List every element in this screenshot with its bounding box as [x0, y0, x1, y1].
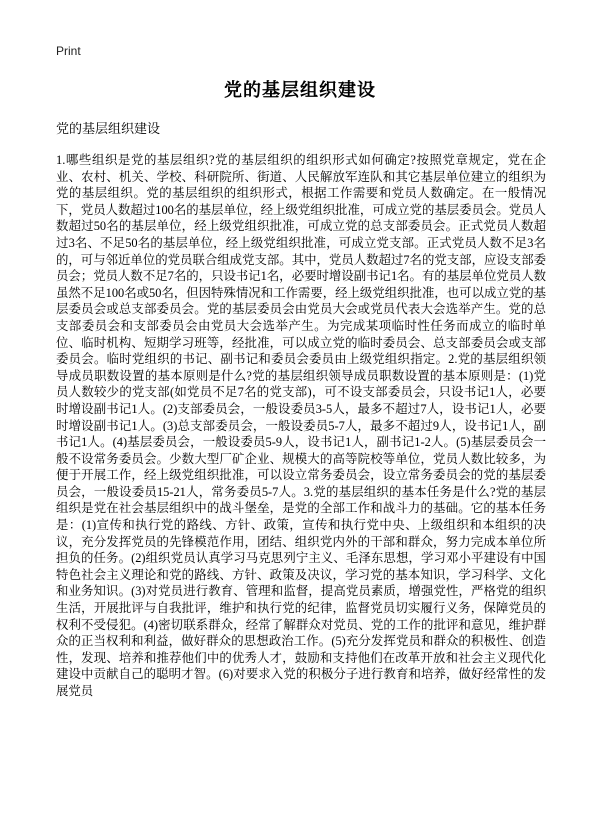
article-title: 党的基层组织建设: [224, 80, 376, 100]
print-link[interactable]: Print: [56, 44, 81, 58]
article-subtitle: 党的基层组织建设: [56, 121, 161, 136]
article-body: 1.哪些组织是党的基层组织?党的基层组织的组织形式如何确定?按照党章规定，党在企业、农村、机关、学校、科研院所、街道、人民解放军连队和其它基层单位建立的组织为党的基层组织。党的基层组织的组织形式，根据工作需要和党员人数确定。在一般情况下，党员人数超过100名的基层单位，经上级党组织批准，可成立党的基层委员会。党员人数超过50名的基层单位，经上级党组织批准，可成立党的总支部委员会。正式党员人数超过3名、不足50名的基层单位，经上级党组织批准，可成立党支部。正式党员人数不足3名的，可与邻近单位的党员联合组成党支部。其中，党员人数超过7名的党支部，应设支部委员会；党员人数不足7名的，只设书记1名，必要时增设副书记1名。有的基层单位党员人数虽然不足100名或50名，但因特殊情况和工作需要，经上级党组织批准，也可以成立党的基层委员会或总支部委员会。党的基层委员会由党员大会或党员代表大会选举产生。党的总支部委员会和支部委员会由党员大会选举产生。为完成某项临时性任务而成立的临时单位、临时机构、短期学习班等，经批准，可以成立党的临时委员会、总支部委员会或支部委员会。临时党组织的书记、副书记和委员会委员由上级党组织指定。2.党的基层组织领导成员职数设置的基本原则是什么?党的基层组织领导成员职数设置的基本原则是：(1)党员人数较少的党支部(如党员不足7名的党支部)，可不设支部委员会，只设书记1人，必要时增设副书记1人。(2)支部委员会，一般设委员3-5人，最多不超过7人，设书记1人，必要时增设副书记1人。(3)总支部委员会，一般设委员5-7人，最多不超过9人，设书记1人，副书记1人。(4)基层委员会，一般设委员5-9人，设书记1人，副书记1-2人。(5)基层委员会一般不设常务委员会。少数大型厂矿企业、规模大的高等院校等单位，党员人数比较多，为便于开展工作，经上级党组织批准，可以设立常务委员会，设立常务委员会的党的基层委员会，一般设委员15-21人，常务委员5-7人。3.党的基层组织的基本任务是什么?党的基层组织是党在社会基层组织中的战斗堡垒，是党的全部工作和战斗力的基础。它的基本任务是：(1)宣传和执行党的路线、方针、政策，宣传和执行党中央、上级组织和本组织的决议，充分发挥党员的先锋模范作用，团结、组织党内外的干部和群众，努力完成本单位所担负的任务。(2)组织党员认真学习马克思列宁主义、毛泽东思想，学习邓小平建设有中国特色社会主义理论和党的路线、方针、政策及决议，学习党的基本知识，学习科学、文化和业务知识。(3)对党员进行教育、管理和监督，提高党员素质，增强党性，严格党的组织生活，开展批评与自我批评，维护和执行党的纪律，监督党员切实履行义务，保障党员的权利不受侵犯。(4)密切联系群众，经常了解群众对党员、党的工作的批评和意见，维护群众的正当权利和利益，做好群众的思想政治工作。(5)充分发挥党员和群众的积极性、创造性，发现、培养和推荐他们中的优秀人才，鼓励和支持他们在改革开放和社会主义现代化建设中贡献自己的聪明才智。(6)对要求入党的积极分子进行教育和培养，做好经常性的发展党员: [56, 153, 546, 698]
